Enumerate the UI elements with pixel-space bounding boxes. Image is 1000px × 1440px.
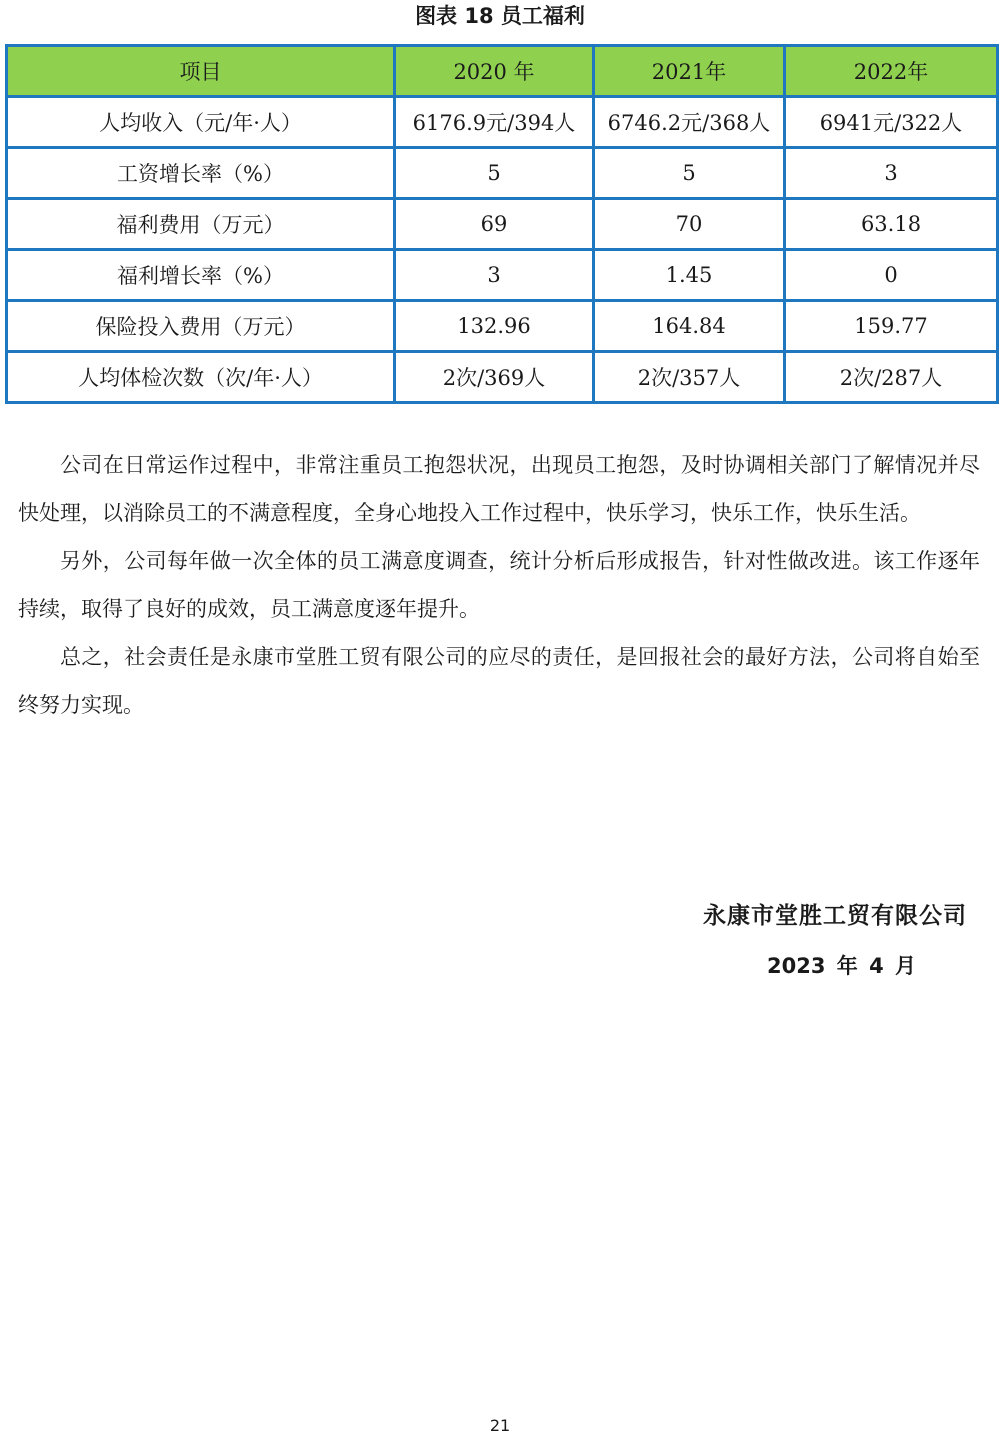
employee-welfare-table bbox=[5, 44, 999, 404]
row-label: 人均体检次数（次/年·人） bbox=[7, 352, 395, 403]
signature-company: 永康市堂胜工贸有限公司 bbox=[703, 903, 967, 929]
row-label: 保险投入费用（万元） bbox=[7, 301, 395, 352]
row-label: 福利增长率（%） bbox=[7, 250, 395, 301]
table-cell: 5 bbox=[594, 148, 785, 199]
row-label: 福利费用（万元） bbox=[7, 199, 395, 250]
table-cell: 70 bbox=[594, 199, 785, 250]
paragraph: 公司在日常运作过程中，非常注重员工抱怨状况，出现员工抱怨，及时协调相关部门了解情况并尽快处理，以消除员工的不满意程度，全身心地投入工作过程中，快乐学习，快乐工作，快乐生活。 bbox=[18, 453, 980, 525]
header-2020: 2020 年 bbox=[395, 46, 594, 97]
table-cell: 69 bbox=[395, 199, 594, 250]
body-text bbox=[18, 441, 980, 729]
table-header-row bbox=[7, 46, 998, 97]
row-label: 工资增长率（%） bbox=[7, 148, 395, 199]
table-row bbox=[7, 97, 998, 148]
header-2021: 2021年 bbox=[594, 46, 785, 97]
row-label: 人均收入（元/年·人） bbox=[7, 97, 395, 148]
table-row bbox=[7, 352, 998, 403]
table-caption: 图表 18 员工福利 bbox=[415, 4, 585, 28]
table-cell: 159.77 bbox=[785, 301, 998, 352]
header-item: 项目 bbox=[7, 46, 395, 97]
table-cell: 6746.2元/368人 bbox=[594, 97, 785, 148]
table-cell: 2次/357人 bbox=[594, 352, 785, 403]
table-cell: 1.45 bbox=[594, 250, 785, 301]
page-number: 21 bbox=[489, 1416, 511, 1435]
table-row bbox=[7, 199, 998, 250]
table-cell: 63.18 bbox=[785, 199, 998, 250]
table-cell: 2次/287人 bbox=[785, 352, 998, 403]
table-row bbox=[7, 250, 998, 301]
table-cell: 3 bbox=[395, 250, 594, 301]
table-cell: 5 bbox=[395, 148, 594, 199]
table-row bbox=[7, 148, 998, 199]
table-row bbox=[7, 301, 998, 352]
table-cell: 6176.9元/394人 bbox=[395, 97, 594, 148]
table-cell: 6941元/322人 bbox=[785, 97, 998, 148]
paragraph: 总之，社会责任是永康市堂胜工贸有限公司的应尽的责任，是回报社会的最好方法，公司将自始至终努力实现。 bbox=[18, 645, 980, 717]
table-cell: 132.96 bbox=[395, 301, 594, 352]
table-cell: 3 bbox=[785, 148, 998, 199]
header-2022: 2022年 bbox=[785, 46, 998, 97]
paragraph: 另外，公司每年做一次全体的员工满意度调查，统计分析后形成报告，针对性做改进。该工作逐年持续，取得了良好的成效，员工满意度逐年提升。 bbox=[18, 549, 980, 621]
table-cell: 164.84 bbox=[594, 301, 785, 352]
table-cell: 0 bbox=[785, 250, 998, 301]
table-cell: 2次/369人 bbox=[395, 352, 594, 403]
signature-date: 2023 年 4 月 bbox=[767, 954, 916, 978]
